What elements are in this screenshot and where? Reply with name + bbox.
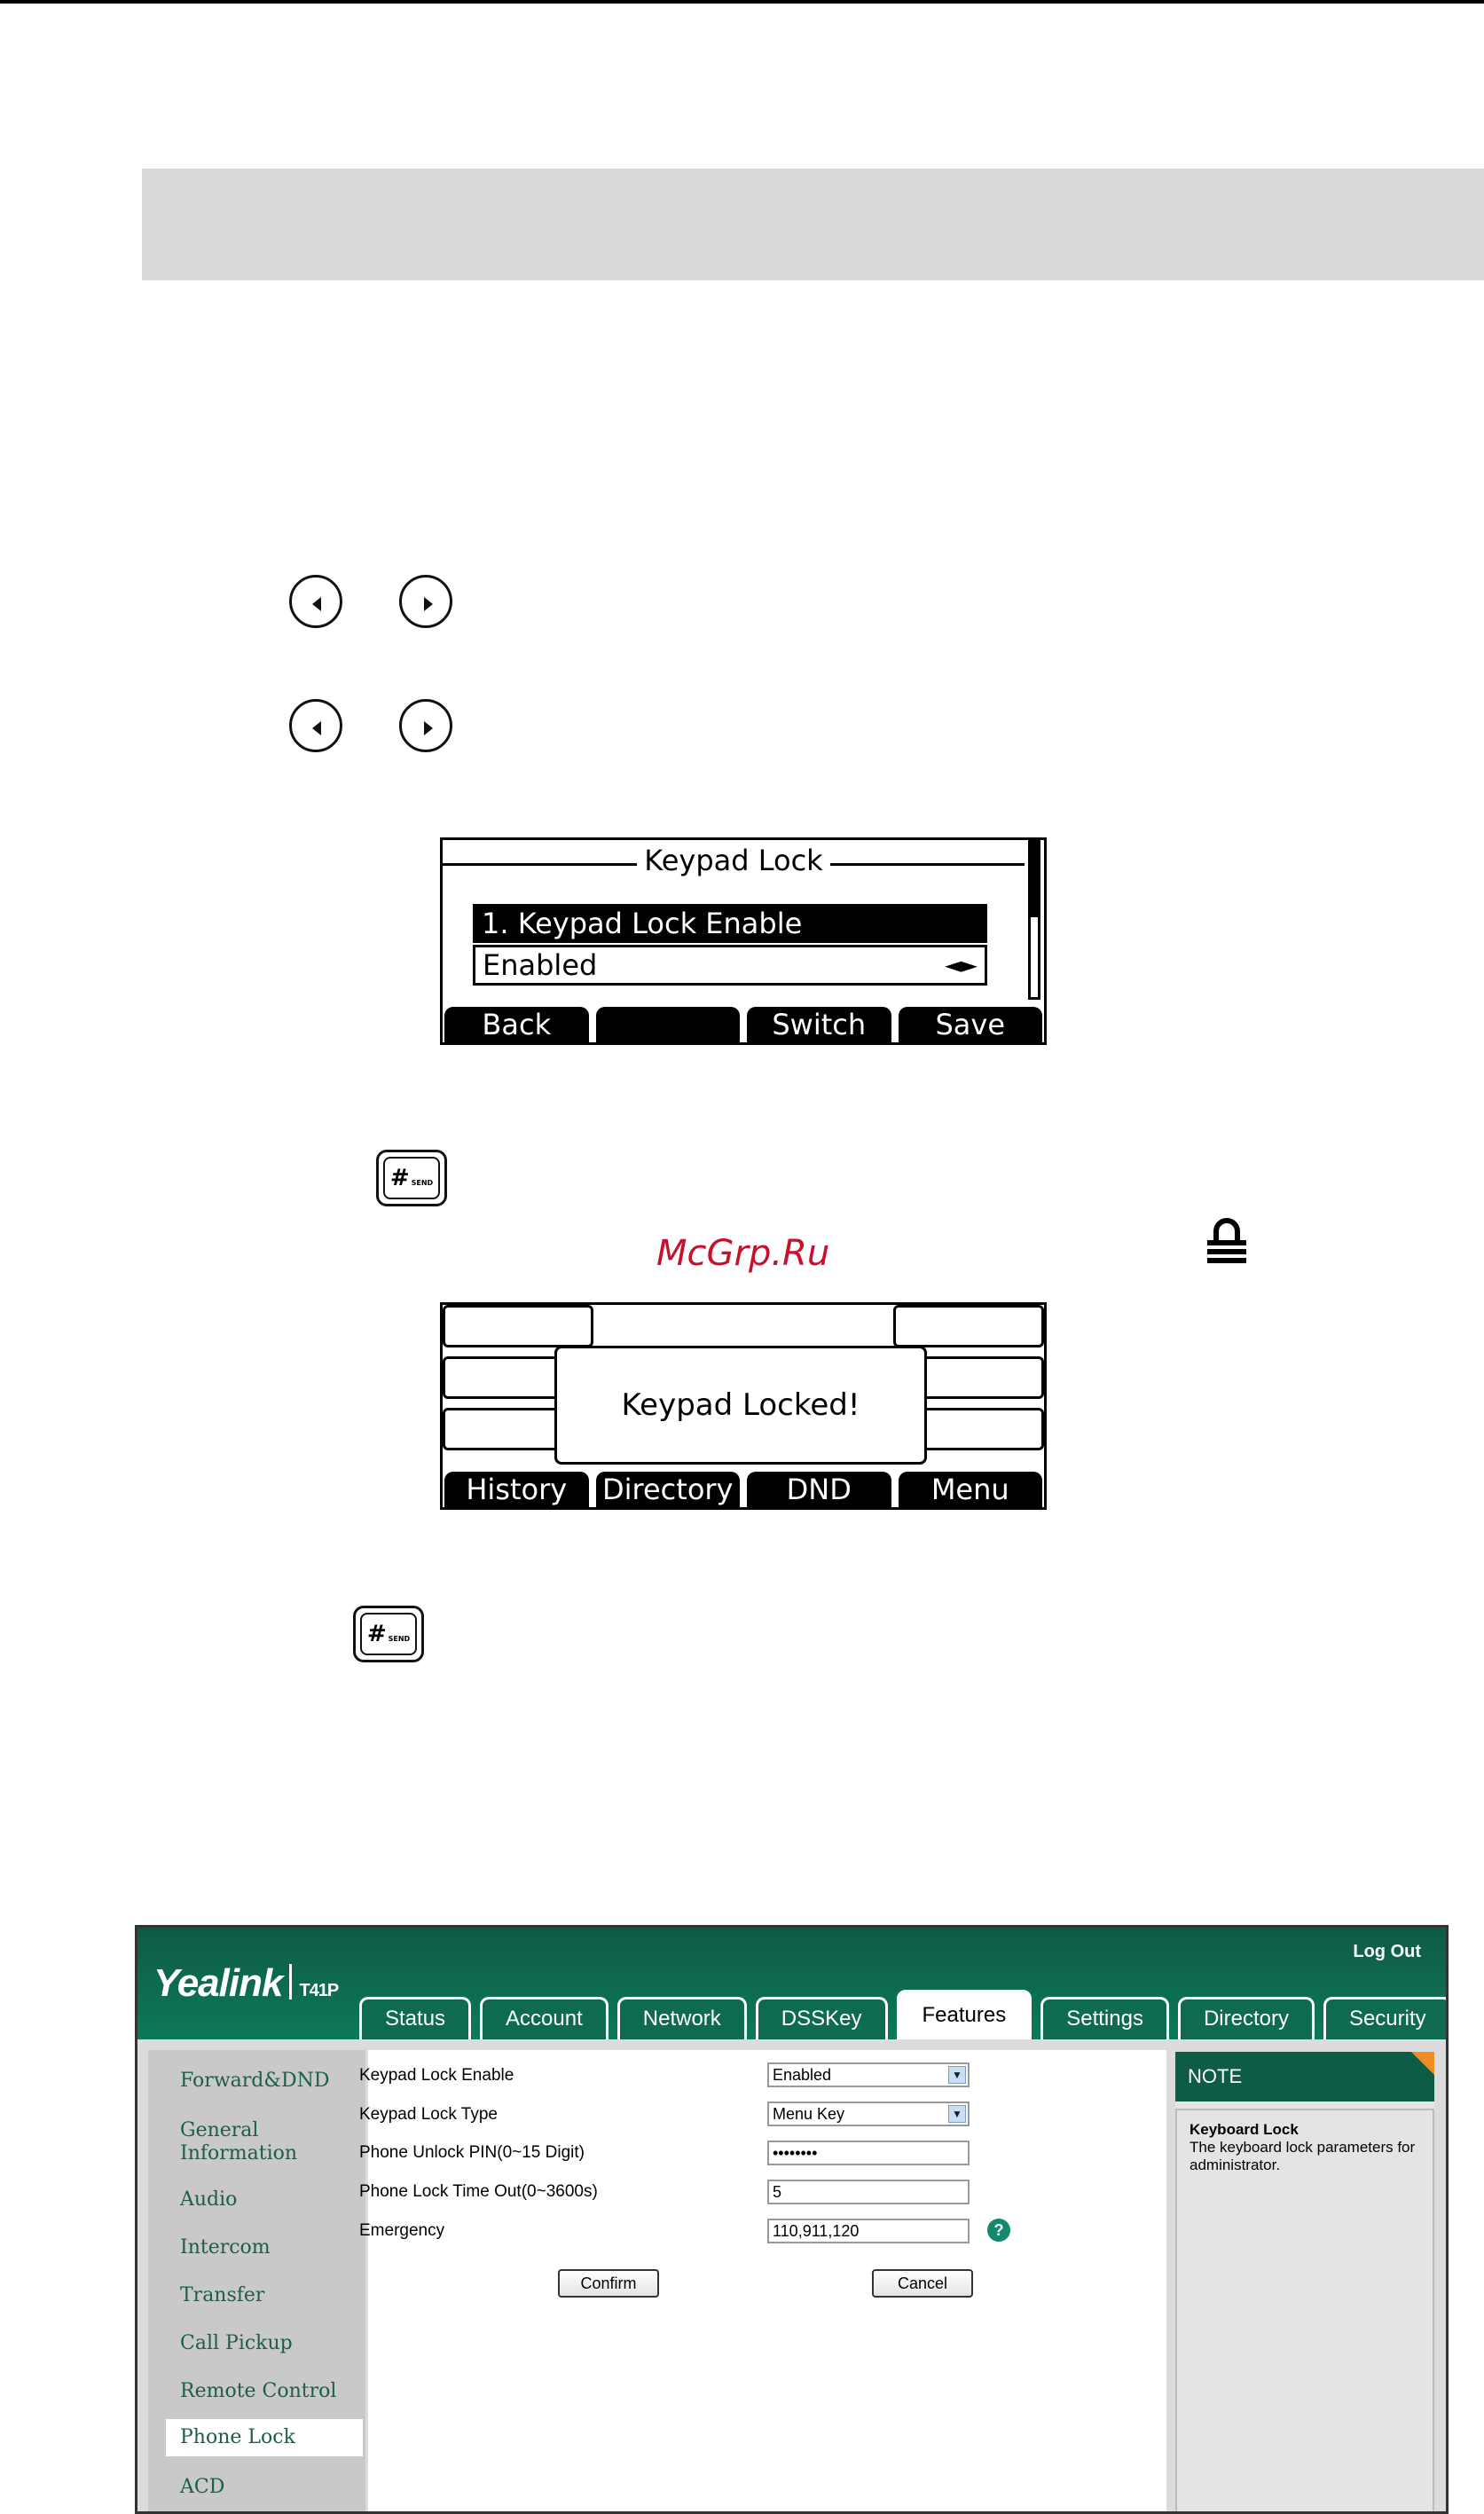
menu-item-keypad-lock-enable: 1. Keypad Lock Enable [473, 904, 987, 943]
left-right-arrows-icon: ◄► [945, 953, 978, 978]
cancel-button[interactable]: Cancel [872, 2269, 973, 2298]
sidebar-item-audio[interactable]: Audio [180, 2188, 238, 2211]
emergency-label: Emergency [359, 2221, 445, 2240]
main-tabs [359, 1990, 1449, 2039]
tab-security[interactable]: Security [1323, 1997, 1449, 2039]
left-navigation-key-icon [289, 575, 342, 628]
emergency-input[interactable]: 110,911,120 [767, 2219, 970, 2243]
send-label: SEND [411, 1178, 434, 1187]
sidebar-item-phone-lock[interactable]: Phone Lock [166, 2419, 363, 2456]
keypad-lock-enable-value: Enabled [773, 2066, 832, 2084]
left-navigation-key-icon [289, 699, 342, 752]
note-panel [1175, 2052, 1434, 2514]
note-text: The keyboard lock parameters for administrator. [1190, 2139, 1416, 2173]
value-field [473, 945, 987, 986]
note-title: Keyboard Lock [1190, 2121, 1299, 2138]
tab-network[interactable]: Network [617, 1997, 747, 2039]
pound-send-key-icon [353, 1606, 424, 1662]
web-header [137, 1928, 1446, 2039]
softkey-empty [596, 1007, 741, 1042]
watermark: McGrp.Ru [656, 1233, 830, 1274]
keypad-lock-enable-select[interactable] [767, 2062, 970, 2087]
confirm-button[interactable]: Confirm [558, 2269, 659, 2298]
softkey-back: Back [444, 1007, 589, 1042]
keypad-lock-type-select[interactable] [767, 2102, 970, 2126]
keypad-lock-screen [440, 837, 1047, 1045]
web-user-interface [135, 1925, 1449, 2514]
line-key-right-1 [893, 1305, 1044, 1347]
model-name: T41P [299, 1981, 339, 2000]
help-icon[interactable]: ? [987, 2219, 1010, 2242]
logo-text: Yealink [153, 1961, 283, 2005]
tab-settings[interactable]: Settings [1040, 1997, 1169, 2039]
chevron-down-icon: ▼ [948, 2105, 966, 2123]
phone-lock-timeout-input[interactable]: 5 [767, 2180, 970, 2204]
keypad-lock-type-value: Menu Key [773, 2105, 845, 2123]
right-navigation-key-icon [399, 575, 452, 628]
value-text: Enabled [483, 948, 598, 982]
tab-features[interactable]: Features [897, 1990, 1033, 2039]
screen-title [443, 844, 1025, 879]
scrollbar-thumb [1031, 843, 1038, 917]
sidebar-item-forward-dnd[interactable]: Forward&DND [180, 2070, 330, 2092]
sidebar-item-general-information[interactable]: General Information [180, 2119, 298, 2164]
note-corner-flag [1411, 2052, 1434, 2075]
keypad-locked-popup: Keypad Locked! [554, 1346, 927, 1465]
sidebar-item-intercom[interactable]: Intercom [180, 2236, 271, 2259]
section-header-band [142, 169, 1484, 280]
pound-glyph: # [389, 1165, 410, 1191]
softkey-save: Save [899, 1007, 1043, 1042]
note-body [1175, 2109, 1434, 2514]
send-label: SEND [388, 1634, 411, 1643]
softkey-directory: Directory [596, 1472, 741, 1507]
softkey-menu: Menu [899, 1472, 1043, 1507]
sidebar-item-call-pickup[interactable]: Call Pickup [180, 2332, 293, 2354]
softkey-bar [443, 1472, 1044, 1507]
logout-link[interactable]: Log Out [1353, 1942, 1421, 1961]
top-rule [0, 0, 1484, 4]
keypad-lock-enable-label: Keypad Lock Enable [359, 2066, 514, 2085]
right-navigation-key-icon [399, 699, 452, 752]
phone-unlock-pin-input[interactable]: •••••••• [767, 2141, 970, 2165]
softkey-bar [443, 1007, 1044, 1042]
phone-unlock-pin-label: Phone Unlock PIN(0~15 Digit) [359, 2143, 585, 2162]
keypad-lock-type-label: Keypad Lock Type [359, 2105, 498, 2124]
tab-directory[interactable]: Directory [1178, 1997, 1315, 2039]
yealink-logo [153, 1961, 338, 2006]
pound-send-key-icon [376, 1150, 447, 1206]
keypad-locked-screen [440, 1302, 1047, 1510]
scrollbar [1028, 840, 1040, 1000]
chevron-down-icon: ▼ [948, 2066, 966, 2084]
softkey-switch: Switch [747, 1007, 891, 1042]
phone-lock-timeout-label: Phone Lock Time Out(0~3600s) [359, 2182, 598, 2201]
note-header: NOTE [1175, 2052, 1434, 2102]
sidebar-item-remote-control[interactable]: Remote Control [180, 2380, 337, 2402]
lock-icon [1202, 1217, 1252, 1267]
screen-title-text: Keypad Lock [637, 844, 829, 877]
sidebar-item-transfer[interactable]: Transfer [180, 2284, 265, 2306]
softkey-history: History [444, 1472, 589, 1507]
sidebar [148, 2050, 365, 2514]
pound-glyph: # [366, 1621, 387, 1647]
tab-account[interactable]: Account [480, 1997, 609, 2039]
tab-status[interactable]: Status [359, 1997, 471, 2039]
sidebar-item-acd[interactable]: ACD [180, 2476, 225, 2498]
softkey-dnd: DND [747, 1472, 891, 1507]
tab-dsskey[interactable]: DSSKey [756, 1997, 888, 2039]
line-key-left-1 [443, 1305, 593, 1347]
